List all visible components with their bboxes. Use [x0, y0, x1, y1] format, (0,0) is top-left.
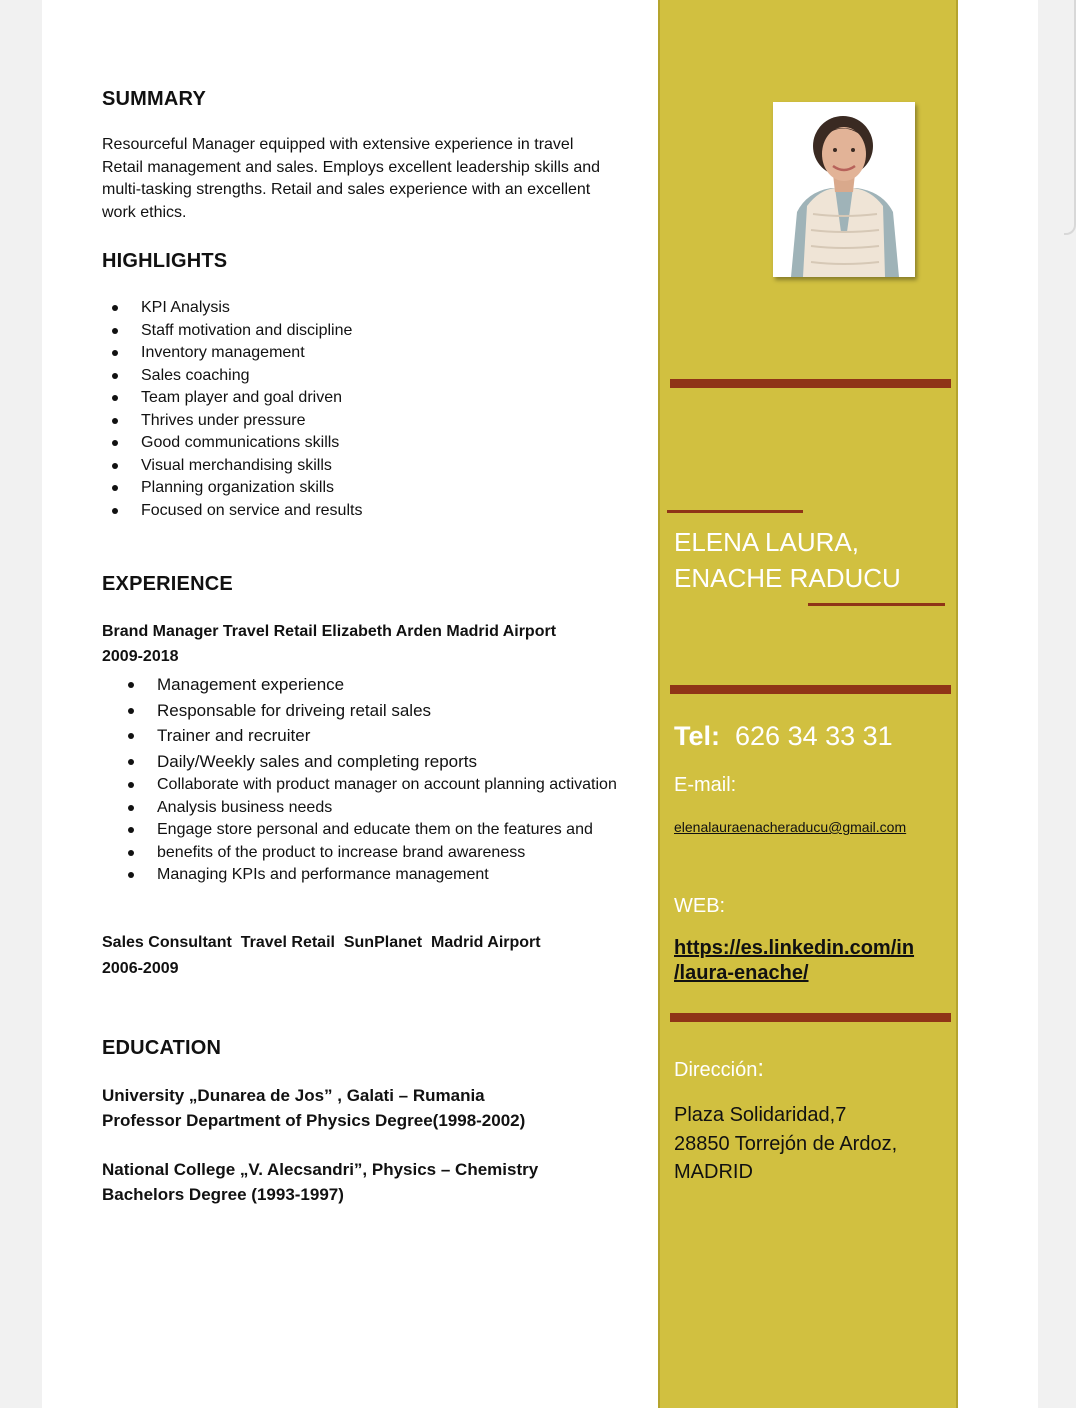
list-item: Collaborate with product manager on account planning activation: [102, 774, 662, 797]
list-item: Trainer and recruiter: [102, 723, 662, 749]
list-item: Thrives under pressure: [102, 410, 622, 433]
profile-photo: [773, 102, 915, 277]
job-title-1: Brand Manager Travel Retail Elizabeth Arden Madrid Airport: [102, 623, 557, 640]
list-item: Good communications skills: [102, 432, 622, 455]
scroll-indicator[interactable]: [1064, 0, 1076, 235]
list-item: Responsable for driveing retail sales: [102, 698, 662, 724]
job-years-1: 2009-2018: [102, 648, 179, 665]
list-item: Visual merchandising skills: [102, 455, 622, 478]
summary-text: Resourceful Manager equipped with extensive experience in travel Retail management and sales. Employs excellent leadership skills and multi-tasking strengths. Retail and sales experience with an excellent work ethics.: [102, 136, 601, 221]
experience-heading: EXPERIENCE: [102, 573, 233, 595]
phone-value: 626 34 33 31: [735, 721, 893, 751]
job-duties-list: [102, 672, 662, 887]
list-item: Staff motivation and discipline: [102, 320, 622, 343]
address-block: Plaza Solidaridad,7 28850 Torrejón de Ardoz, MADRID: [674, 1104, 898, 1183]
education-entry-1: University „Dunarea de Jos” , Galati – Rumania Professor Department of Physics Degree(1998-2002): [102, 1086, 526, 1130]
divider-rule: [670, 1013, 951, 1022]
education-heading: EDUCATION: [102, 1037, 222, 1059]
list-item: Focused on service and results: [102, 500, 622, 523]
linkedin-link[interactable]: https://es.linkedin.com/in /laura-enache/: [674, 937, 915, 984]
list-item: Team player and goal driven: [102, 387, 622, 410]
list-item: Sales coaching: [102, 365, 622, 388]
list-item: benefits of the product to increase brand awareness: [102, 842, 662, 865]
highlights-list: [102, 297, 622, 522]
list-item: Inventory management: [102, 342, 622, 365]
list-item: Planning organization skills: [102, 477, 622, 500]
web-label: WEB:: [674, 895, 726, 917]
divider-rule: [670, 379, 951, 388]
phone-label: Tel:: [674, 721, 720, 751]
name-block: ELENA LAURA, ENACHE RADUCU: [674, 527, 901, 593]
list-item: KPI Analysis: [102, 297, 622, 320]
email-link[interactable]: elenalauraenacheraducu@gmail.com: [674, 819, 907, 835]
summary-heading: SUMMARY: [102, 88, 206, 110]
name-accent-rule: [667, 510, 803, 513]
list-item: Daily/Weekly sales and completing reports: [102, 749, 662, 775]
list-item: Engage store personal and educate them on the features and: [102, 819, 662, 842]
divider-rule: [670, 685, 951, 694]
highlights-heading: HIGHLIGHTS: [102, 250, 228, 272]
profile-photo-image: [773, 102, 915, 277]
phone-line: [674, 718, 893, 754]
education-entry-2: National College „V. Alecsandri”, Physics – Chemistry Bachelors Degree (1993-1997): [102, 1160, 539, 1204]
list-item: Managing KPIs and performance management: [102, 864, 662, 887]
job-title-2: Sales Consultant Travel Retail SunPlanet Madrid Airport: [102, 934, 541, 951]
email-label: E-mail:: [674, 774, 737, 796]
name-accent-rule-bottom: [808, 603, 945, 606]
list-item: Analysis business needs: [102, 797, 662, 820]
address-label: Dirección:: [674, 1055, 765, 1082]
list-item: Management experience: [102, 672, 662, 698]
job-years-2: 2006-2009: [102, 960, 179, 977]
